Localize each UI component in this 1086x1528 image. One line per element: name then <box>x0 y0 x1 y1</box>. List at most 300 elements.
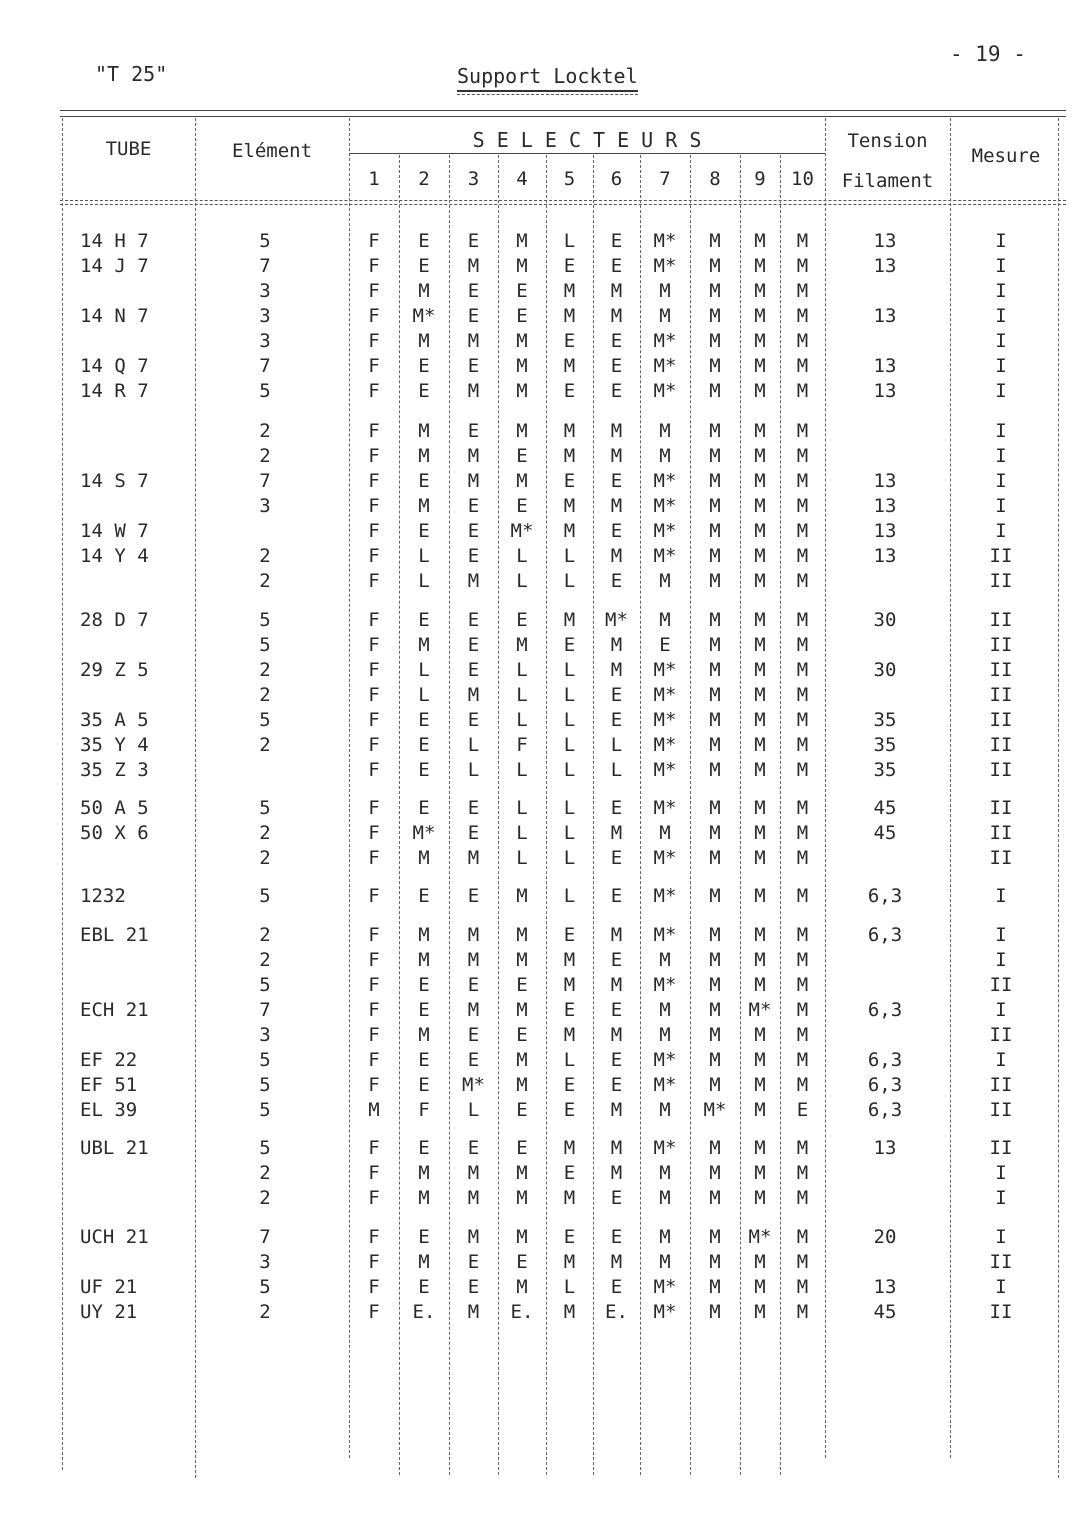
selector-cell: E <box>516 609 528 631</box>
selector-cell: M <box>709 420 721 442</box>
selector-cell: M* <box>462 1074 485 1096</box>
selector-cell: M <box>709 822 721 844</box>
header-bottom-rule-2 <box>60 204 1066 205</box>
selector-cell: M <box>467 847 480 869</box>
selector-cell: E <box>467 609 480 631</box>
selector-cell: M <box>563 1251 576 1273</box>
tube-cell: 1232 <box>80 885 126 907</box>
selector-cell: M* <box>653 797 677 819</box>
selector-cell: M <box>659 1187 671 1209</box>
selector-cell: L <box>418 570 430 592</box>
selector-cell: M <box>754 822 766 844</box>
selector-cell: M <box>754 330 766 352</box>
selector-cell: M <box>610 1162 623 1184</box>
mesure-cell: II <box>989 974 1013 996</box>
selector-cell: E <box>610 255 623 277</box>
selector-cell: M <box>709 1251 721 1273</box>
selector-cell: M* <box>653 355 677 377</box>
mesure-cell: I <box>995 420 1007 442</box>
mesure-cell: I <box>995 1276 1007 1298</box>
selector-cell: M* <box>653 885 677 907</box>
mesure-cell: II <box>989 1137 1013 1159</box>
mesure-cell: II <box>989 659 1013 681</box>
selector-cell: L <box>467 734 480 756</box>
selector-cell: L <box>516 847 528 869</box>
tension-cell: 45 <box>873 797 897 819</box>
selector-cell: M <box>709 380 721 402</box>
element-cell: 5 <box>259 1276 271 1298</box>
element-cell: 5 <box>259 1137 271 1159</box>
selector-cell: F <box>368 709 380 731</box>
selector-cell: M <box>418 1024 430 1046</box>
element-cell: 2 <box>259 684 271 706</box>
selector-cell: M <box>709 609 721 631</box>
tube-cell: UCH 21 <box>80 1226 149 1248</box>
selector-cell: F <box>368 1276 380 1298</box>
selector-cell: E <box>563 634 576 656</box>
selector-cell: M <box>516 230 528 252</box>
selector-cell: M <box>659 1099 671 1121</box>
selector-cell: F <box>368 659 380 681</box>
selector-cell: E <box>418 380 430 402</box>
tube-cell: EBL 21 <box>80 924 149 946</box>
selector-cell: M <box>796 609 809 631</box>
selector-cell: M <box>754 709 766 731</box>
selector-cell: M <box>610 545 623 567</box>
selector-cell: M <box>754 1099 766 1121</box>
selector-cell: M <box>368 1099 380 1121</box>
mesure-cell: I <box>995 1049 1007 1071</box>
selector-cell: M* <box>653 1137 677 1159</box>
selector-cell: M <box>796 255 809 277</box>
selector-cell: M <box>563 1301 576 1323</box>
selector-cell: F <box>368 822 380 844</box>
element-cell: 5 <box>259 634 271 656</box>
selector-cell: E <box>467 1137 480 1159</box>
selector-cell: M <box>709 1162 721 1184</box>
selector-cell: M <box>516 1187 528 1209</box>
selector-cell: M <box>754 684 766 706</box>
tension-cell: 13 <box>873 1276 897 1298</box>
selector-cell: L <box>563 1276 576 1298</box>
selector-cell: E <box>467 797 480 819</box>
selector-cell: M <box>418 1187 430 1209</box>
selector-cell: E <box>467 885 480 907</box>
mesure-cell: II <box>989 709 1013 731</box>
selector-cell: M <box>516 470 528 492</box>
selector-cell: M <box>610 305 623 327</box>
selector-cell: E <box>418 230 430 252</box>
selector-cell: M* <box>653 520 677 542</box>
selector-cell: M <box>563 1024 576 1046</box>
selector-cell: M <box>754 634 766 656</box>
selector-cell: E <box>418 255 430 277</box>
selector-cell: F <box>368 280 380 302</box>
col-divider <box>195 118 196 1478</box>
element-cell: 2 <box>259 1187 271 1209</box>
selector-cell: E <box>467 659 480 681</box>
selector-cell: L <box>563 759 576 781</box>
selector-cell: E <box>467 280 480 302</box>
selector-cell: F <box>368 1137 380 1159</box>
selector-cell: M <box>709 280 721 302</box>
selector-cell: L <box>418 684 430 706</box>
tension-cell: 30 <box>873 609 897 631</box>
selector-cell: M <box>610 1024 623 1046</box>
selector-cell: M <box>659 1226 671 1248</box>
selector-cell: M* <box>748 999 772 1021</box>
selector-cell: E <box>563 1099 576 1121</box>
mesure-cell: II <box>989 847 1013 869</box>
selector-cell: E <box>418 1276 430 1298</box>
selector-cell: E <box>418 759 430 781</box>
selector-cell: F <box>368 1049 380 1071</box>
selector-cell: L <box>418 545 430 567</box>
selector-cell: L <box>516 659 528 681</box>
tension-cell: 13 <box>873 1137 897 1159</box>
selector-cell: E <box>418 999 430 1021</box>
selector-cell: M <box>754 1074 766 1096</box>
table-top-rule <box>60 110 1066 111</box>
tube-cell: UY 21 <box>80 1301 138 1323</box>
selector-cell: M <box>418 1251 430 1273</box>
selector-cell: M <box>659 1162 671 1184</box>
mesure-header: Mesure <box>971 145 1041 167</box>
tension-cell: 6,3 <box>867 1099 903 1121</box>
selector-cell: E <box>563 330 576 352</box>
mesure-cell: II <box>989 1074 1013 1096</box>
selector-cell: E <box>610 330 623 352</box>
selector-cell: M* <box>653 974 677 996</box>
selector-number-1: 1 <box>368 168 380 190</box>
selector-cell: M <box>709 355 721 377</box>
selector-cell: L <box>563 1049 576 1071</box>
element-cell: 5 <box>259 1074 271 1096</box>
selector-cell: M <box>754 797 766 819</box>
tension-cell: 13 <box>873 495 897 517</box>
selector-cell: E <box>467 1276 480 1298</box>
selector-cell: M <box>709 470 721 492</box>
selector-cell: E <box>610 520 623 542</box>
selector-cell: M <box>467 924 480 946</box>
selector-cell: M* <box>653 495 677 517</box>
selector-cell: E <box>418 1074 430 1096</box>
selector-cell: M <box>709 330 721 352</box>
selector-cell: F <box>368 380 380 402</box>
selector-cell: E <box>610 1276 623 1298</box>
element-cell: 3 <box>259 280 271 302</box>
selector-cell: M <box>516 330 528 352</box>
selector-cell: F <box>368 420 380 442</box>
selector-cell: F <box>368 1024 380 1046</box>
selector-cell: M <box>709 255 721 277</box>
element-cell: 3 <box>259 330 271 352</box>
mesure-cell: I <box>995 355 1007 377</box>
selector-cell: M <box>796 1226 809 1248</box>
selector-cell: M <box>796 734 809 756</box>
selector-cell: M <box>563 445 576 467</box>
element-cell: 5 <box>259 230 271 252</box>
tension-cell: 35 <box>873 734 897 756</box>
element-cell: 2 <box>259 822 271 844</box>
selector-cell: M <box>610 445 623 467</box>
selector-cell: M <box>754 520 766 542</box>
selector-cell: M <box>796 420 809 442</box>
mesure-cell: I <box>995 999 1007 1021</box>
selector-cell: M <box>754 495 766 517</box>
tension-cell: 30 <box>873 659 897 681</box>
selector-cell: L <box>467 1099 480 1121</box>
selector-cell: F <box>368 634 380 656</box>
selector-cell: M <box>796 1049 809 1071</box>
selector-cell: M <box>467 1162 480 1184</box>
selector-cell: M <box>467 470 480 492</box>
selector-cell: E <box>418 609 430 631</box>
mesure-cell: I <box>995 330 1007 352</box>
selector-cell: M <box>796 659 809 681</box>
selector-cell: M <box>467 949 480 971</box>
selector-cell: F <box>368 545 380 567</box>
selector-cell: M <box>796 1301 809 1323</box>
tube-cell: 14 J 7 <box>80 255 149 277</box>
selector-cell: F <box>368 974 380 996</box>
mesure-cell: I <box>995 520 1007 542</box>
mesure-cell: I <box>995 445 1007 467</box>
selector-cell: F <box>368 230 380 252</box>
tube-cell: 14 R 7 <box>80 380 149 402</box>
selector-cell: E <box>610 797 623 819</box>
selector-cell: M <box>467 684 480 706</box>
selector-cell: M <box>754 1162 766 1184</box>
selector-cell: M <box>796 974 809 996</box>
selector-cell: M <box>709 1301 721 1323</box>
selector-cell: M <box>659 1251 671 1273</box>
selector-cell: M <box>796 570 809 592</box>
selector-cell: F <box>368 1301 380 1323</box>
selector-cell: L <box>563 230 576 252</box>
tube-cell: 14 Q 7 <box>80 355 149 377</box>
selector-cell: M* <box>653 1074 677 1096</box>
selector-cell: F <box>368 1251 380 1273</box>
mesure-cell: II <box>989 1301 1013 1323</box>
mesure-cell: I <box>995 305 1007 327</box>
element-cell: 5 <box>259 1049 271 1071</box>
selector-cell: M <box>796 797 809 819</box>
selector-cell: M <box>709 230 721 252</box>
tension-cell: 45 <box>873 1301 897 1323</box>
selector-cell: E <box>563 470 576 492</box>
selector-cell: M <box>709 634 721 656</box>
selector-cell: M* <box>653 330 677 352</box>
selector-cell: M <box>709 495 721 517</box>
tube-cell: UF 21 <box>80 1276 138 1298</box>
selector-cell: M <box>418 847 430 869</box>
tube-cell: 14 Y 4 <box>80 545 149 567</box>
selector-cell: E <box>467 230 480 252</box>
selector-cell: M <box>796 822 809 844</box>
selector-cell: F <box>368 570 380 592</box>
selector-cell: E <box>418 470 430 492</box>
selector-cell: M <box>754 1024 766 1046</box>
tension-cell: 6,3 <box>867 885 903 907</box>
selector-cell: F <box>368 847 380 869</box>
selector-number-6: 6 <box>610 168 623 190</box>
tube-cell: 28 D 7 <box>80 609 149 631</box>
tension-cell: 20 <box>873 1226 897 1248</box>
selector-cell: E <box>610 570 623 592</box>
mesure-cell: I <box>995 885 1007 907</box>
selector-cell: F <box>516 734 528 756</box>
mesure-cell: II <box>989 797 1013 819</box>
selector-cell: L <box>563 659 576 681</box>
selector-cell: M <box>516 255 528 277</box>
selector-cell: M <box>754 470 766 492</box>
element-cell: 5 <box>259 709 271 731</box>
selector-cell: E <box>418 520 430 542</box>
selector-cell: M* <box>412 305 436 327</box>
selector-cell: M <box>418 924 430 946</box>
selector-cell: M* <box>653 545 677 567</box>
selector-cell: M <box>659 1024 671 1046</box>
selector-cell: M <box>796 634 809 656</box>
selector-cell: F <box>368 924 380 946</box>
selector-cell: E <box>563 255 576 277</box>
selector-cell: M <box>709 1024 721 1046</box>
element-cell: 3 <box>259 495 271 517</box>
selector-cell: M <box>467 445 480 467</box>
selector-cell: L <box>563 709 576 731</box>
selector-cell: L <box>467 759 480 781</box>
selector-cell: E <box>610 999 623 1021</box>
selector-cell: F <box>368 949 380 971</box>
mesure-cell: II <box>989 634 1013 656</box>
selector-cell: M <box>610 1099 623 1121</box>
selector-cell: F <box>368 999 380 1021</box>
selector-cell: M* <box>653 1049 677 1071</box>
selector-cell: M <box>796 885 809 907</box>
selector-cell: M <box>610 495 623 517</box>
selector-cell: L <box>563 545 576 567</box>
selector-cell: M <box>418 330 430 352</box>
selector-cell: M <box>754 734 766 756</box>
selector-cell: E <box>467 822 480 844</box>
col-divider <box>825 118 826 1458</box>
selector-cell: M <box>418 634 430 656</box>
tube-cell: 29 Z 5 <box>80 659 149 681</box>
selector-cell: F <box>368 520 380 542</box>
mesure-cell: I <box>995 255 1007 277</box>
selector-cell: M <box>709 885 721 907</box>
selector-cell: E <box>610 684 623 706</box>
selector-number-9: 9 <box>754 168 766 190</box>
selector-cell: E. <box>510 1301 534 1323</box>
selector-cell: M <box>754 570 766 592</box>
tube-cell: 50 A 5 <box>80 797 149 819</box>
selector-cell: M <box>754 380 766 402</box>
selector-cell: F <box>368 470 380 492</box>
element-cell: 2 <box>259 659 271 681</box>
element-cell: 2 <box>259 545 271 567</box>
selector-cell: L <box>516 570 528 592</box>
selector-cell: E <box>563 1162 576 1184</box>
selector-cell: F <box>368 445 380 467</box>
element-cell: 3 <box>259 305 271 327</box>
filament-header: Filament <box>841 170 934 192</box>
selector-cell: E <box>467 634 480 656</box>
selector-cell: M <box>516 420 528 442</box>
selector-cell: M <box>418 420 430 442</box>
selector-cell: M <box>467 1226 480 1248</box>
selector-cell: F <box>368 305 380 327</box>
element-cell: 2 <box>259 847 271 869</box>
tension-cell: 13 <box>873 305 897 327</box>
selector-cell: E <box>516 280 528 302</box>
selector-cell: M <box>467 570 480 592</box>
selector-cell: M <box>796 380 809 402</box>
selector-cell: M* <box>653 380 677 402</box>
selector-cell: M <box>467 1301 480 1323</box>
selector-cell: M <box>467 1187 480 1209</box>
selector-cell: L <box>516 797 528 819</box>
selector-cell: M <box>754 445 766 467</box>
header-bottom-rule <box>60 200 1066 201</box>
selector-cell: M* <box>653 684 677 706</box>
element-cell: 5 <box>259 797 271 819</box>
element-header: Elément <box>231 140 313 162</box>
selector-cell: M <box>754 545 766 567</box>
tension-cell: 6,3 <box>867 1074 903 1096</box>
selector-cell: E <box>610 847 623 869</box>
element-cell: 2 <box>259 1301 271 1323</box>
selector-cell: E <box>418 974 430 996</box>
selector-cell: M* <box>653 847 677 869</box>
selector-cell: M <box>796 1074 809 1096</box>
selector-number-10: 10 <box>791 168 814 190</box>
selector-cell: M <box>659 609 671 631</box>
tension-cell: 13 <box>873 545 897 567</box>
selector-cell: M <box>563 305 576 327</box>
selector-cell: M <box>709 797 721 819</box>
selector-cell: E <box>610 949 623 971</box>
mesure-cell: I <box>995 470 1007 492</box>
mesure-cell: I <box>995 280 1007 302</box>
selector-cell: E <box>467 355 480 377</box>
selector-cell: M <box>796 999 809 1021</box>
selector-cell: E <box>610 1187 623 1209</box>
selector-cell: E <box>467 974 480 996</box>
selector-cell: M <box>796 330 809 352</box>
selector-cell: M <box>796 545 809 567</box>
selector-cell: E <box>467 709 480 731</box>
table-top-rule-2 <box>60 116 1066 117</box>
element-cell: 2 <box>259 445 271 467</box>
selector-cell: M <box>754 659 766 681</box>
mesure-cell: I <box>995 380 1007 402</box>
selector-number-4: 4 <box>516 168 528 190</box>
element-cell: 2 <box>259 1162 271 1184</box>
mesure-cell: I <box>995 1226 1007 1248</box>
tension-cell: 45 <box>873 822 897 844</box>
selector-cell: E <box>610 230 623 252</box>
tension-header: Tension <box>847 130 928 152</box>
selector-cell: E <box>467 520 480 542</box>
selector-cell: M <box>516 1276 528 1298</box>
selector-cell: M <box>796 949 809 971</box>
selector-cell: F <box>368 355 380 377</box>
selector-cell: M <box>754 1301 766 1323</box>
element-cell: 2 <box>259 420 271 442</box>
mesure-cell: II <box>989 822 1013 844</box>
